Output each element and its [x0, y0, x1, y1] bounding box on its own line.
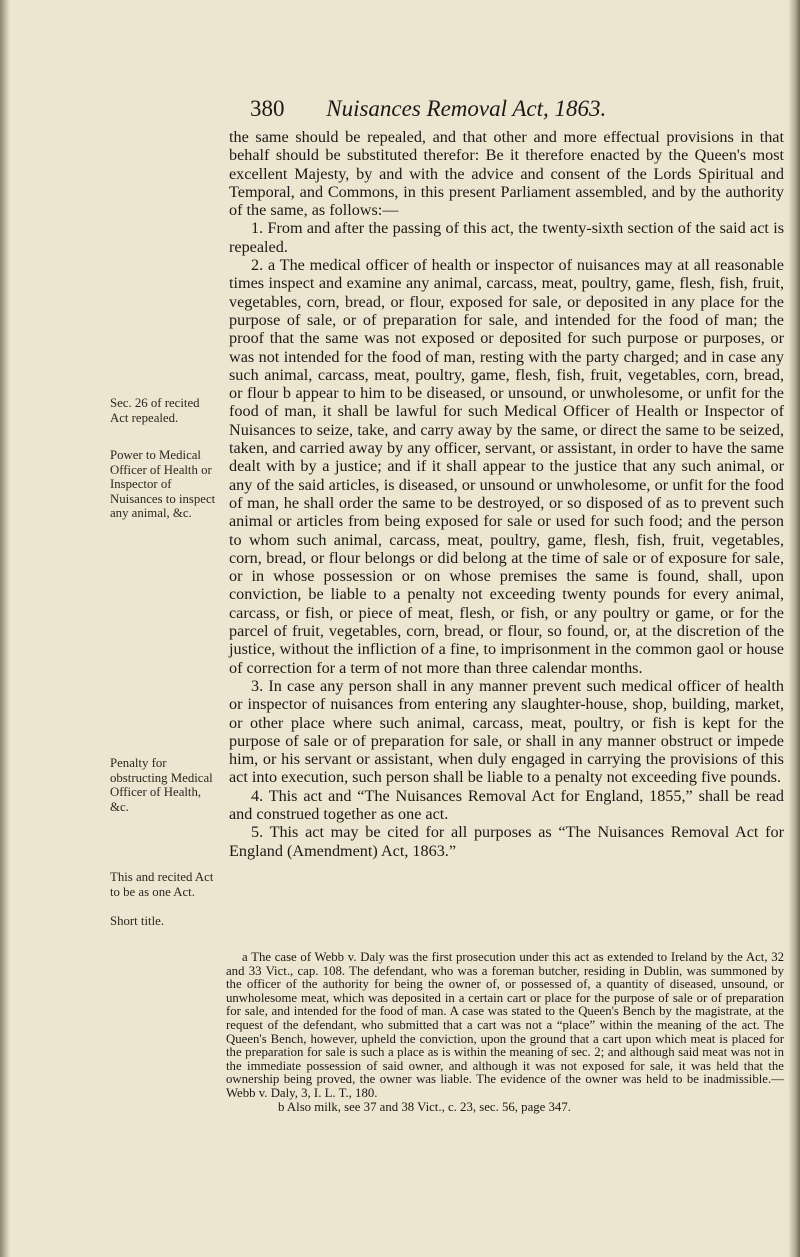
margin-note-short-title: Short title. — [110, 914, 165, 928]
running-header — [250, 96, 650, 126]
margin-note-as-one-act: This and recited Act to be as one Act. — [110, 870, 214, 899]
body-text — [229, 128, 784, 860]
paragraph-section-1: 1. From and after the passing of this act, the twenty-sixth section of the said act is repealed. — [229, 219, 784, 256]
margin-note-inspect: Power to Medical Officer of Health or Inspector of Nuisances to inspect any animal, &c. — [110, 448, 216, 521]
footnote-a: a The case of Webb v. Daly was the first prosecution under this act as extended to Ireland by the Act, 32 and 33 Vict., cap. 108. The defendant, who was a foreman butcher, residing in Dublin, was summoned by the officer of the authority for being the owner of, or possessed of, a quantity of diseased, unsound, or unwholesome meat, which was deposited in a certain cart or place for the purpose of sale or of preparation for sale, and intended for the food of man. A case was stated to the Queen's Bench by the magistrate, at the request of the defendant, who submitted that a cart was not a “place” within the meaning of the act. The Queen's Bench, however, upheld the conviction, upon the ground that a cart upon which meat is placed for the preparation for sale is such a place as is within the meaning of sec. 2; and although said meat was not in the immediate possession of said owner, and although it was not exposed for sale, it was held that the ownership being proved, the owner was liable. The evidence of the owner was held to be inadmissible.—Webb v. Daly, 3, I. L. T., 180. — [226, 950, 784, 1100]
margin-note-repeal: Sec. 26 of recited Act repealed. — [110, 396, 200, 425]
footnote-b: b Also milk, see 37 and 38 Vict., c. 23, sec. 56, page 347. — [278, 1099, 571, 1114]
page-edge-right — [788, 0, 800, 1257]
running-title: Nuisances Removal Act, 1863. — [326, 96, 607, 121]
page-number: 380 — [250, 96, 285, 121]
page-edge-left — [0, 0, 10, 1257]
paragraph-section-2: 2. a The medical officer of health or inspector of nuisances may at all reasonable times inspect and examine any animal, carcass, meat, poultry, game, flesh, fish, fruit, vegetables, corn, bread, or flour, exposed for sale, or deposited in any place for the purpose of sale, or of preparation for sale, and intended for the food of man; the proof that the same was not exposed or deposited for such purpose or purposes, or was not intended for the food of man, resting with the party charged; and in case any such animal, carcass, meat, poultry, game, flesh, fish, fruit, vegetables, corn, bread, or flour b appear to him to be diseased, or unsound, or unwholesome, or unfit for the food of man, it shall be lawful for such Medical Officer of Health or Inspector of Nuisances to seize, take, and carry away by the same, or direct the same to be seized, taken, and carried away by any officer, servant, or assistant, in order to have the same dealt with by a justice; and if it shall appear to the justice that any such animal, or any of the said articles, is diseased, or unsound or unwholesome, or unfit for the food of man, he shall order the same to be destroyed, or so disposed of as to prevent such animal or articles from being exposed for sale or used for such food; and the person to whom such animal, carcass, meat, poultry, game, flesh, fish, fruit, vegetables, corn, bread, or flour belongs or did belong at the time of sale or of exposure for sale, or in whose possession or on whose premises the same is found, shall, upon conviction, be liable to a penalty not exceeding twenty pounds for every animal, carcass, or fish, or piece of meat, flesh, or fish, or any poultry or game, or for the parcel of fruit, vegetables, corn, bread, or flour, so found, or, at the discretion of the justice, without the infliction of a fine, to imprisonment in the common gaol or house of correction for a term of not more than three calendar months. — [229, 256, 784, 677]
footnotes — [226, 951, 784, 1114]
margin-note-penalty: Penalty for obstructing Medical Officer of Health, &c. — [110, 756, 213, 814]
paragraph-section-4: 4. This act and “The Nuisances Removal Act for England, 1855,” shall be read and construed together as one act. — [229, 786, 784, 823]
paragraph-section-3: 3. In case any person shall in any manner prevent such medical officer of health or inspector of nuisances from entering any slaughter-house, shop, building, market, or other place where such animal, carcass, meat, poultry, or fish is kept for the purpose of sale or of preparation for sale, or shall in any manner obstruct or impede him, or his servant or assistant, when duly engaged in carrying the provisions of this act into execution, such person shall be liable to a penalty not exceeding five pounds. — [229, 676, 784, 787]
paragraph-preamble: the same should be repealed, and that other and more effectual provisions in that behalf should be substituted therefor: Be it therefore enacted by the Queen's most excellent Majesty, by and with the advice and consent of the Lords Spiritual and Temporal, and Commons, in this present Parliament assembled, and by the authority of the same, as follows:— — [229, 128, 784, 220]
paragraph-section-5: 5. This act may be cited for all purposes as “The Nuisances Removal Act for England (Amendment) Act, 1863.” — [229, 823, 784, 860]
